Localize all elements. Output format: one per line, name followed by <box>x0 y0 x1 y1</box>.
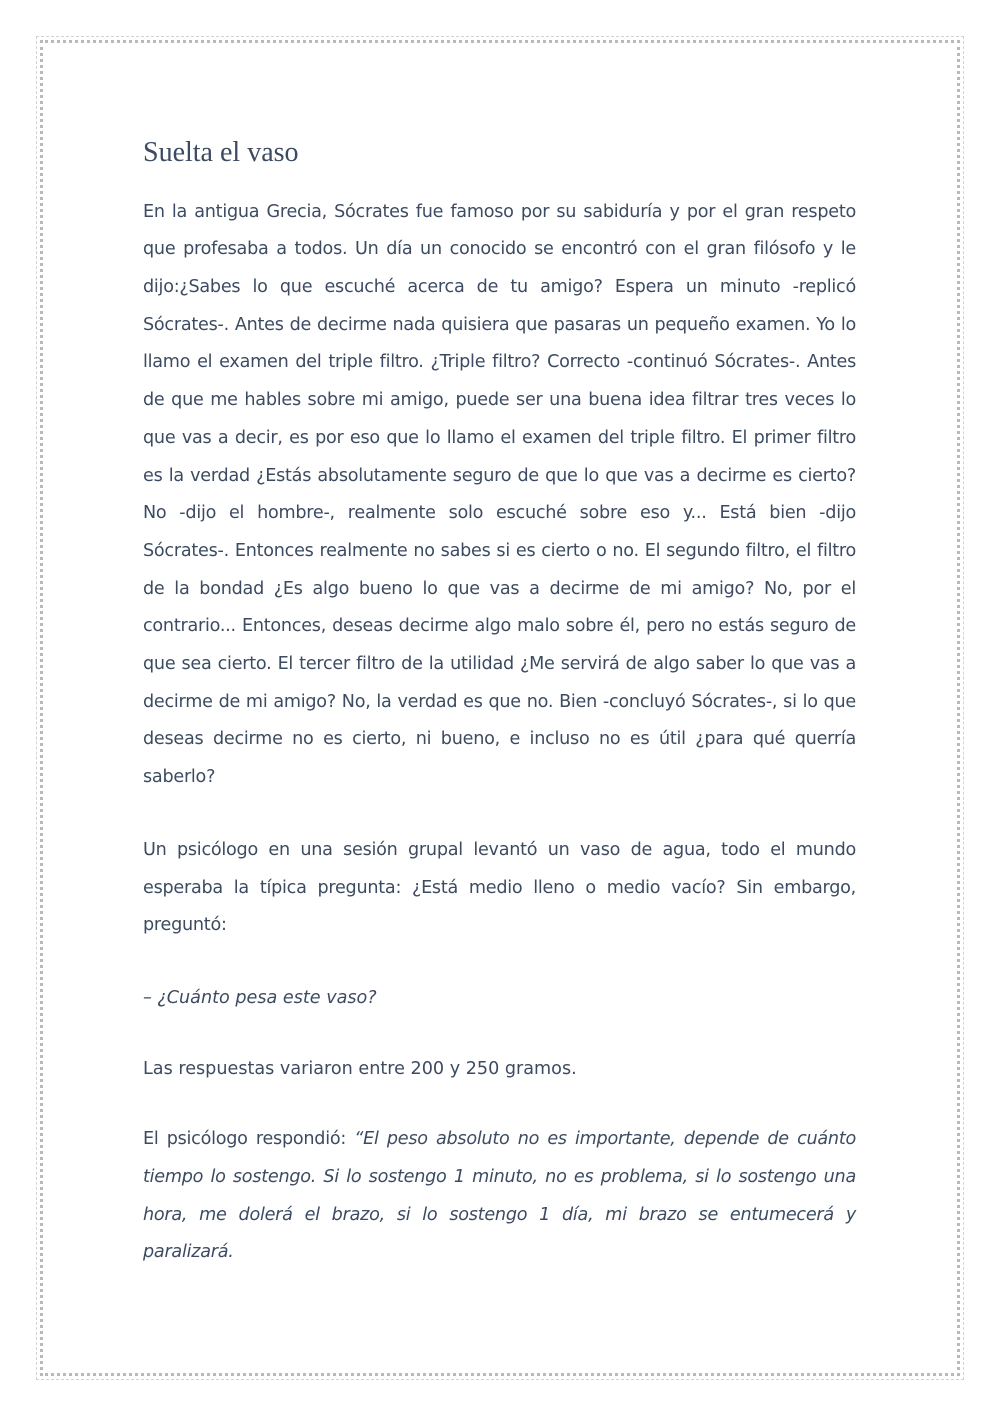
paragraph-psychologist-intro: Un psicólogo en una sesión grupal levantó un vaso de agua, todo el mundo esperaba la típica pregunta: ¿Está medio lleno o medio vacío? Sin embargo, preguntó: <box>143 839 856 936</box>
response-quote: “El peso absoluto no es importante, depende de cuánto tiempo lo sostengo. Si lo sostengo 1 minuto, no es problema, si lo sostengo una hora, me dolerá el brazo, si lo sostengo 1 día, mi brazo se entumecerá y paralizará. <box>143 1129 856 1263</box>
paragraph-question: – ¿Cuánto pesa este vaso? <box>143 987 377 1008</box>
page-title: Suelta el vaso <box>143 137 299 168</box>
paragraph-answers: Las respuestas variaron entre 200 y 250 gramos. <box>143 1058 577 1079</box>
document-body <box>143 136 856 1272</box>
paragraph-psychologist-response <box>143 1121 856 1272</box>
response-lead: El psicólogo respondió: <box>143 1129 355 1150</box>
paragraph-socrates: En la antigua Grecia, Sócrates fue famoso por su sabiduría y por el gran respeto que profesaba a todos. Un día un conocido se encontró con el gran filósofo y le dijo:¿Sabes lo que escuché acerca de tu amigo? Espera un minuto -replicó Sócrates-. Antes de decirme nada quisiera que pasaras un pequeño examen. Yo lo llamo el examen del triple filtro. ¿Triple filtro? Correcto -continuó Sócrates-. Antes de que me hables sobre mi amigo, puede ser una buena idea filtrar tres veces lo que vas a decir, es por eso que lo llamo el examen del triple filtro. El primer filtro es la verdad ¿Estás absolutamente seguro de que lo que vas a decirme es cierto? No -dijo el hombre-, realmente solo escuché sobre eso y... Está bien -dijo Sócrates-. Entonces realmente no sabes si es cierto o no. El segundo filtro, el filtro de la bondad ¿Es algo bueno lo que vas a decirme de mi amigo? No, por el contrario... Entonces, deseas decirme algo malo sobre él, pero no estás seguro de que sea cierto. El tercer filtro de la utilidad ¿Me servirá de algo saber lo que vas a decirme de mi amigo? No, la verdad es que no. Bien -concluyó Sócrates-, si lo que deseas decirme no es cierto, ni bueno, e incluso no es útil ¿para qué querría saberlo? <box>143 201 856 788</box>
